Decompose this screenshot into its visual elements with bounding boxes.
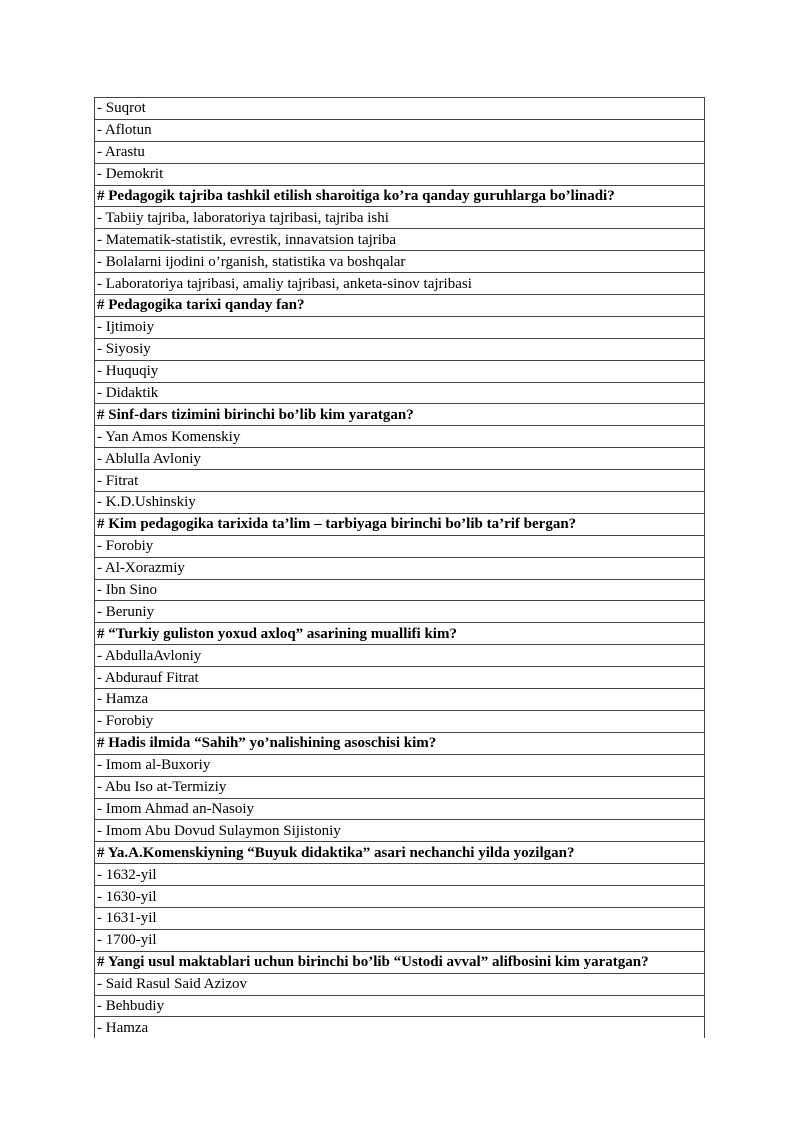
answer-option-text: - 1631-yil: [95, 907, 705, 929]
answer-option-row: [95, 360, 705, 382]
question-text: # Pedagogik tajriba tashkil etilish sharoitiga ko’ra qanday guruhlarga bo’linadi?: [95, 185, 705, 207]
answer-option-text: - Imom al-Buxoriy: [95, 754, 705, 776]
answer-option-row: [95, 141, 705, 163]
answer-option-row: [95, 535, 705, 557]
question-text: # Pedagogika tarixi qanday fan?: [95, 295, 705, 317]
question-row: [95, 404, 705, 426]
question-text: # Yangi usul maktablari uchun birinchi bo’lib “Ustodi avval” alifbosini kim yaratgan?: [95, 951, 705, 973]
answer-option-row: [95, 163, 705, 185]
answer-option-text: - Didaktik: [95, 382, 705, 404]
answer-option-text: - Beruniy: [95, 601, 705, 623]
question-row: [95, 185, 705, 207]
answer-option-row: [95, 710, 705, 732]
answer-option-text: - Demokrit: [95, 163, 705, 185]
question-row: [95, 951, 705, 973]
answer-option-row: [95, 448, 705, 470]
answer-option-row: [95, 864, 705, 886]
question-text: # Ya.A.Komenskiyning “Buyuk didaktika” asari nechanchi yilda yozilgan?: [95, 842, 705, 864]
answer-option-row: [95, 119, 705, 141]
answer-option-row: [95, 316, 705, 338]
answer-option-row: [95, 973, 705, 995]
answer-option-row: [95, 229, 705, 251]
answer-option-text: - K.D.Ushinskiy: [95, 492, 705, 514]
answer-option-row: [95, 1017, 705, 1038]
answer-option-text: - Abdurauf Fitrat: [95, 667, 705, 689]
question-row: [95, 623, 705, 645]
answer-option-row: [95, 251, 705, 273]
quiz-table-body: [95, 98, 705, 1039]
question-text: # Sinf-dars tizimini birinchi bo’lib kim yaratgan?: [95, 404, 705, 426]
answer-option-text: - Arastu: [95, 141, 705, 163]
answer-option-row: [95, 426, 705, 448]
answer-option-text: - 1630-yil: [95, 886, 705, 908]
answer-option-text: - Ablulla Avloniy: [95, 448, 705, 470]
answer-option-text: - Forobiy: [95, 535, 705, 557]
answer-option-row: [95, 557, 705, 579]
answer-option-row: [95, 667, 705, 689]
answer-option-text: - Al-Xorazmiy: [95, 557, 705, 579]
question-text: # Hadis ilmida “Sahih” yo’nalishining asoschisi kim?: [95, 732, 705, 754]
answer-option-row: [95, 382, 705, 404]
question-text: # “Turkiy guliston yoxud axloq” asarining muallifi kim?: [95, 623, 705, 645]
answer-option-row: [95, 492, 705, 514]
answer-option-text: - Siyosiy: [95, 338, 705, 360]
answer-option-text: - Tabiiy tajriba, laboratoriya tajribasi, tajriba ishi: [95, 207, 705, 229]
answer-option-text: - Suqrot: [95, 98, 705, 120]
answer-option-text: - Imom Abu Dovud Sulaymon Sijistoniy: [95, 820, 705, 842]
answer-option-row: [95, 754, 705, 776]
answer-option-text: - Hamza: [95, 689, 705, 711]
answer-option-row: [95, 689, 705, 711]
answer-option-text: - Aflotun: [95, 119, 705, 141]
answer-option-text: - AbdullaAvloniy: [95, 645, 705, 667]
answer-option-text: - Huquqiy: [95, 360, 705, 382]
answer-option-row: [95, 273, 705, 295]
answer-option-text: - Abu Iso at-Termiziy: [95, 776, 705, 798]
answer-option-row: [95, 98, 705, 120]
answer-option-text: - Hamza: [95, 1017, 705, 1038]
answer-option-row: [95, 579, 705, 601]
answer-option-text: - Forobiy: [95, 710, 705, 732]
answer-option-row: [95, 338, 705, 360]
question-row: [95, 842, 705, 864]
answer-option-text: - Fitrat: [95, 470, 705, 492]
answer-option-row: [95, 470, 705, 492]
question-row: [95, 513, 705, 535]
answer-option-text: - 1632-yil: [95, 864, 705, 886]
question-row: [95, 732, 705, 754]
answer-option-text: - Yan Amos Komenskiy: [95, 426, 705, 448]
answer-option-text: - Imom Ahmad an-Nasoiy: [95, 798, 705, 820]
question-text: # Kim pedagogika tarixida ta’lim – tarbiyaga birinchi bo’lib ta’rif bergan?: [95, 513, 705, 535]
answer-option-row: [95, 798, 705, 820]
answer-option-text: - Behbudiy: [95, 995, 705, 1017]
answer-option-text: - Matematik-statistik, evrestik, innavatsion tajriba: [95, 229, 705, 251]
answer-option-row: [95, 601, 705, 623]
answer-option-row: [95, 907, 705, 929]
answer-option-row: [95, 886, 705, 908]
answer-option-text: - Ibn Sino: [95, 579, 705, 601]
answer-option-row: [95, 207, 705, 229]
question-row: [95, 295, 705, 317]
answer-option-row: [95, 820, 705, 842]
answer-option-text: - Bolalarni ijodini o’rganish, statistika va boshqalar: [95, 251, 705, 273]
answer-option-text: - Said Rasul Said Azizov: [95, 973, 705, 995]
answer-option-text: - Laboratoriya tajribasi, amaliy tajribasi, anketa-sinov tajribasi: [95, 273, 705, 295]
answer-option-text: - Ijtimoiy: [95, 316, 705, 338]
answer-option-row: [95, 645, 705, 667]
answer-option-row: [95, 995, 705, 1017]
quiz-table: [94, 97, 705, 1038]
answer-option-row: [95, 776, 705, 798]
answer-option-text: - 1700-yil: [95, 929, 705, 951]
answer-option-row: [95, 929, 705, 951]
